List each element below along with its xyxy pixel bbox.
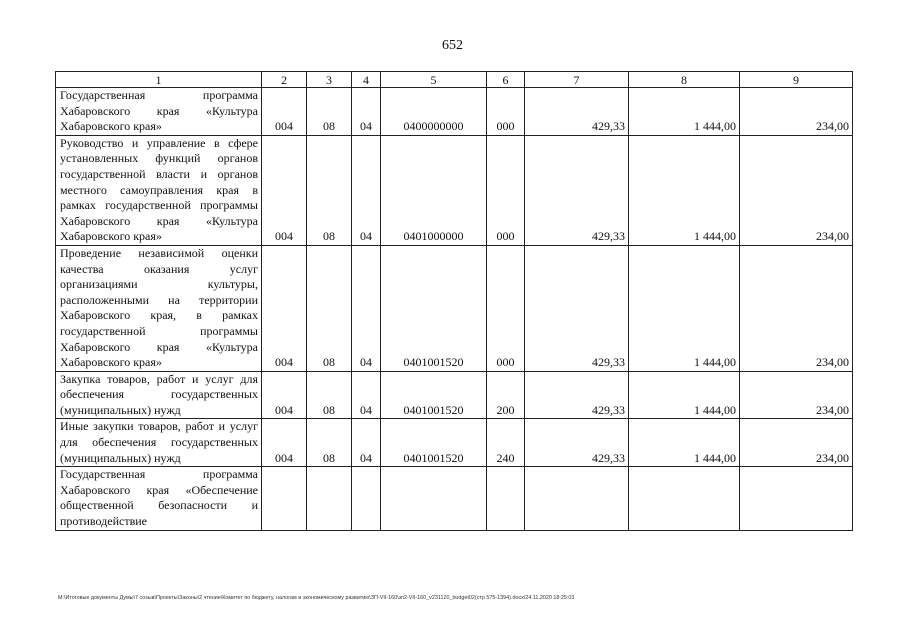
table-row <box>56 245 853 371</box>
cell-amount-7: 429,33 <box>525 135 629 245</box>
cell-amount-9: 234,00 <box>740 135 853 245</box>
cell-target-article: 0401000000 <box>381 135 487 245</box>
table-row <box>56 135 853 245</box>
cell-section: 08 <box>307 419 352 467</box>
cell-amount-9: 234,00 <box>740 88 853 136</box>
cell-subsection: 04 <box>352 135 381 245</box>
cell-amount-9: 234,00 <box>740 245 853 371</box>
row-name: Иные закупки товаров, работ и услуг для обеспечения государственных (муниципальных) нужд <box>56 419 262 467</box>
row-name: Проведение независимой оценки качества оказания услуг организациями культуры, расположенными на территории Хабаровского края, в рамках государственной программы Хабаровского края «Культура Хабаровского края» <box>56 245 262 371</box>
cell-amount-9: 234,00 <box>740 371 853 419</box>
column-header-1: 1 <box>56 72 262 88</box>
cell-target-article: 0401001520 <box>381 245 487 371</box>
cell-target-article <box>381 467 487 530</box>
page-number: 652 <box>442 38 463 53</box>
row-name: Государственная программа Хабаровского края «Культура Хабаровского края» <box>56 88 262 136</box>
cell-expense-type: 240 <box>487 419 525 467</box>
cell-amount-9: 234,00 <box>740 419 853 467</box>
cell-amount-7 <box>525 467 629 530</box>
cell-subsection: 04 <box>352 419 381 467</box>
cell-ministry: 004 <box>262 371 307 419</box>
table-row <box>56 419 853 467</box>
header-row <box>56 72 853 88</box>
cell-ministry: 004 <box>262 245 307 371</box>
row-name: Государственная программа Хабаровского края «Обеспечение общественной безопасности и противодействие <box>56 467 262 530</box>
cell-amount-7: 429,33 <box>525 88 629 136</box>
cell-amount-8: 1 444,00 <box>629 419 740 467</box>
column-header-2: 2 <box>262 72 307 88</box>
cell-expense-type <box>487 467 525 530</box>
cell-amount-8: 1 444,00 <box>629 135 740 245</box>
table-row <box>56 88 853 136</box>
row-name: Руководство и управление в сфере установленных функций органов государственной власти и органов местного самоуправления края в рамках государственной программы Хабаровского края «Культура Хабаровского края» <box>56 135 262 245</box>
cell-ministry <box>262 467 307 530</box>
column-header-4: 4 <box>352 72 381 88</box>
cell-amount-7: 429,33 <box>525 371 629 419</box>
cell-subsection: 04 <box>352 245 381 371</box>
column-header-5: 5 <box>381 72 487 88</box>
column-header-3: 3 <box>307 72 352 88</box>
cell-amount-8: 1 444,00 <box>629 245 740 371</box>
cell-expense-type: 200 <box>487 371 525 419</box>
column-header-9: 9 <box>740 72 853 88</box>
table-row <box>56 467 853 530</box>
cell-subsection: 04 <box>352 371 381 419</box>
table-row <box>56 371 853 419</box>
cell-ministry: 004 <box>262 135 307 245</box>
cell-amount-7: 429,33 <box>525 245 629 371</box>
cell-amount-8: 1 444,00 <box>629 88 740 136</box>
cell-target-article: 0401001520 <box>381 419 487 467</box>
cell-expense-type: 000 <box>487 135 525 245</box>
cell-section: 08 <box>307 245 352 371</box>
cell-target-article: 0401001520 <box>381 371 487 419</box>
column-header-6: 6 <box>487 72 525 88</box>
cell-ministry: 004 <box>262 419 307 467</box>
cell-section: 08 <box>307 371 352 419</box>
document-file-path: M:\Итоговые документы Думы\7 созыв\Проекты\Законы\2 чтение\Комитет по бюджету, налогам и экономическому развитию\ЗП-VII-160\зп2-VII-160_v231120_budget02(стр 575-1394).docx/24.11.2020 18:25:03 <box>58 595 575 601</box>
row-name: Закупка товаров, работ и услуг для обеспечения государственных (муниципальных) нужд <box>56 371 262 419</box>
cell-target-article: 0400000000 <box>381 88 487 136</box>
cell-amount-9 <box>740 467 853 530</box>
cell-amount-7: 429,33 <box>525 419 629 467</box>
cell-section <box>307 467 352 530</box>
cell-subsection <box>352 467 381 530</box>
cell-expense-type: 000 <box>487 88 525 136</box>
column-header-7: 7 <box>525 72 629 88</box>
cell-expense-type: 000 <box>487 245 525 371</box>
cell-ministry: 004 <box>262 88 307 136</box>
cell-section: 08 <box>307 88 352 136</box>
cell-subsection: 04 <box>352 88 381 136</box>
budget-table <box>55 71 853 531</box>
cell-amount-8: 1 444,00 <box>629 371 740 419</box>
cell-amount-8 <box>629 467 740 530</box>
cell-section: 08 <box>307 135 352 245</box>
column-header-8: 8 <box>629 72 740 88</box>
